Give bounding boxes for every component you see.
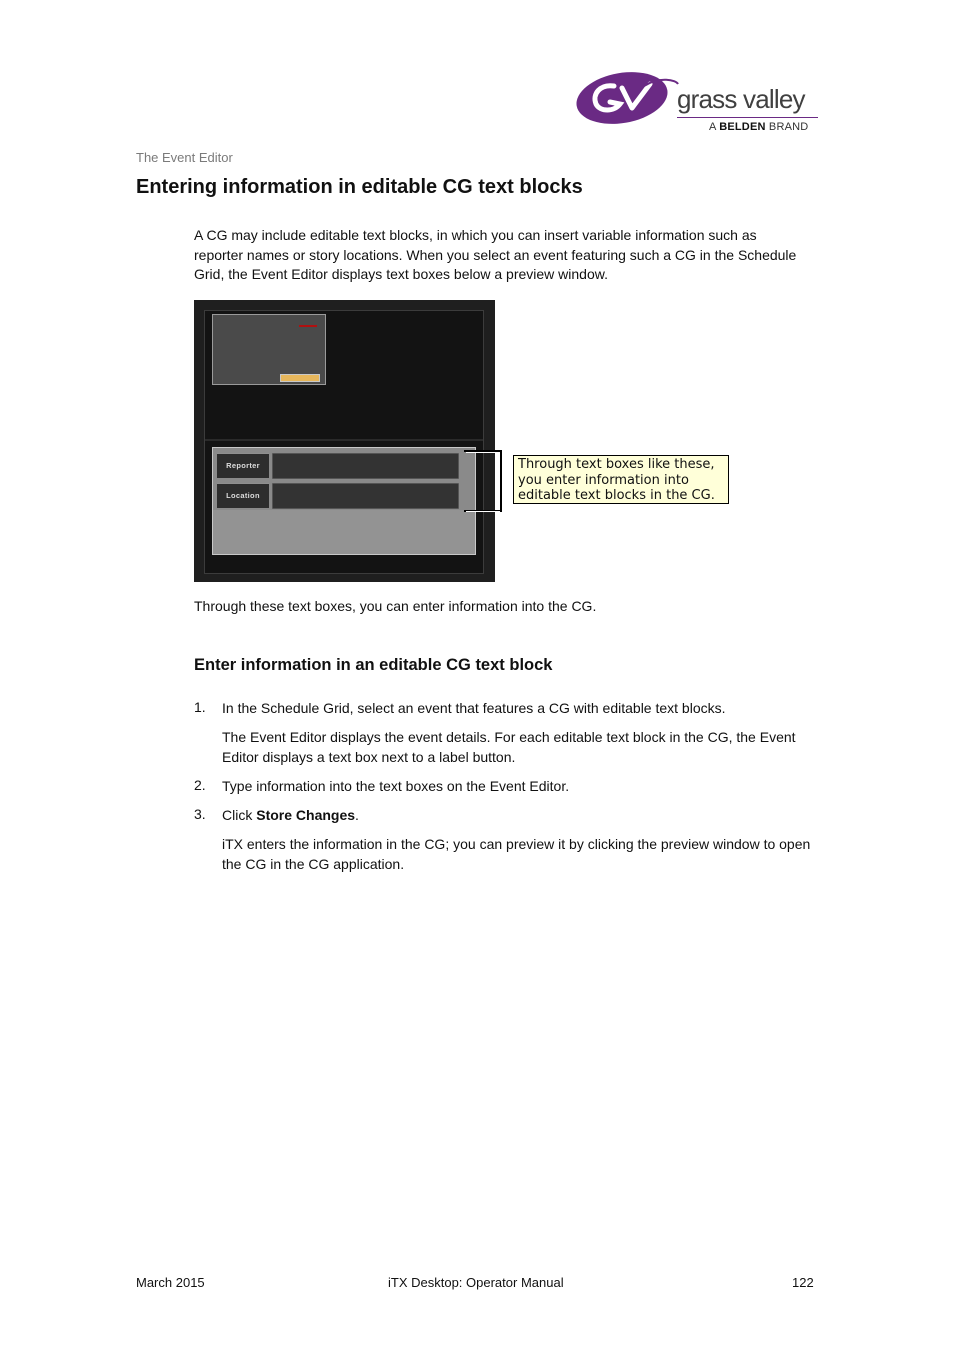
step-result-text: iTX enters the information in the CG; you can preview it by clicking the preview window to open the CG in the CG application. (222, 836, 811, 872)
step-number: 2. (194, 777, 206, 793)
event-editor-panel (204, 310, 484, 574)
brand-bold: BELDEN (719, 121, 766, 133)
step-result-text: The Event Editor displays the event details. For each editable text block in the CG, the Event Editor displays a text box next to a label button. (222, 729, 796, 765)
location-label-button[interactable]: Location (217, 483, 269, 508)
step-number: 1. (194, 699, 206, 715)
panel-divider (205, 439, 483, 441)
section-label: The Event Editor (136, 150, 233, 165)
footer-page-number: 122 (792, 1275, 814, 1290)
cg-fields-area (212, 447, 476, 555)
event-editor-screenshot (194, 300, 495, 582)
figure-caption: Through these text boxes, you can enter information into the CG. (194, 598, 597, 614)
step-text-suffix: . (355, 807, 359, 823)
logo-wordmark: grass valley (677, 84, 805, 114)
step-number: 3. (194, 806, 206, 822)
reporter-text-box[interactable] (272, 453, 459, 479)
step-text-prefix: Click (222, 807, 257, 823)
location-text-box[interactable] (272, 483, 459, 509)
cg-preview-window[interactable] (212, 314, 326, 385)
step-text: Type information into the text boxes on the Event Editor. (222, 778, 570, 794)
fields-area-lower (213, 510, 475, 554)
brand-prefix: A (709, 121, 716, 133)
callout-bracket-highlight (466, 452, 500, 512)
logo-brand-line (709, 121, 808, 133)
brand-suffix: BRAND (768, 121, 809, 133)
page-title: Entering information in editable CG text blocks (136, 176, 583, 198)
callout-box: Through text boxes like these, you enter information into editable text blocks in the CG. (513, 455, 729, 504)
step-text: In the Schedule Grid, select an event that features a CG with editable text blocks. (222, 700, 726, 716)
logo-divider (677, 117, 818, 118)
preview-name-tag (280, 374, 320, 382)
store-changes-label: Store Changes (256, 807, 356, 823)
intro-paragraph: A CG may include editable text blocks, in which you can insert variable information such as reporter names or story locations. When you select an event featuring such a CG in the Schedule Grid, the Event Editor displays text boxes below a preview window. (194, 227, 797, 283)
preview-red-text (299, 325, 317, 327)
reporter-label-button[interactable]: Reporter (217, 453, 269, 478)
footer-manual-title: iTX Desktop: Operator Manual (388, 1275, 564, 1290)
step-text (222, 806, 814, 826)
footer-date: March 2015 (136, 1275, 205, 1290)
procedure-heading: Enter information in an editable CG text block (194, 656, 553, 674)
